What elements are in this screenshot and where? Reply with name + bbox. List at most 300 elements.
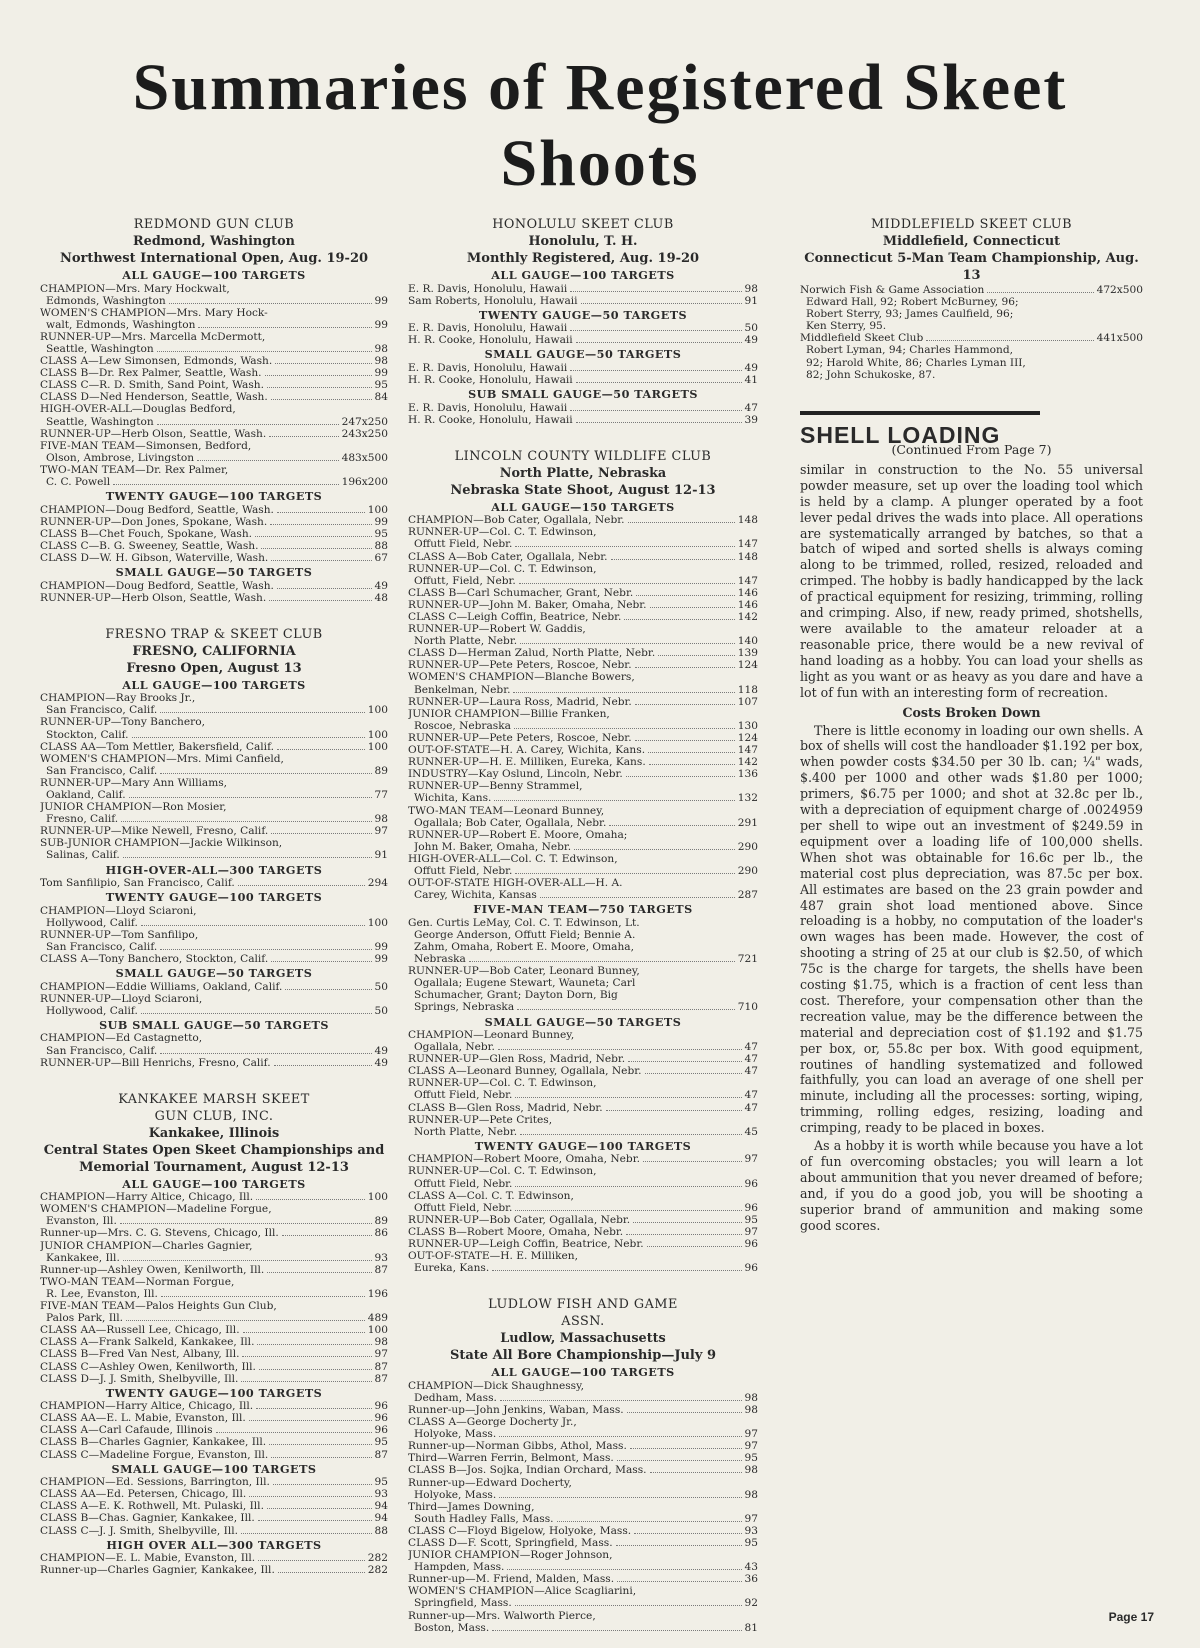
leader-dots xyxy=(514,728,735,729)
leader-dots xyxy=(160,712,365,713)
result-row xyxy=(408,322,758,334)
result-row xyxy=(40,941,388,953)
gauge-header: TWENTY GAUGE—50 TARGETS xyxy=(478,307,688,322)
result-score: 148 xyxy=(737,550,758,563)
result-score: 94 xyxy=(374,1512,388,1525)
result-name: Offutt Field, Nebr. xyxy=(414,538,513,551)
result-score: 99 xyxy=(374,953,388,966)
result-name: CHAMPION—E. L. Mabie, Evanston, Ill. xyxy=(40,1552,256,1565)
result-name: walt, Edmonds, Washington xyxy=(46,318,196,331)
result-row xyxy=(40,1512,388,1524)
leader-dots xyxy=(492,1270,741,1271)
result-score: 49 xyxy=(744,334,758,347)
gauge-header: HIGH-OVER-ALL—300 TARGETS xyxy=(105,862,323,877)
result-score: 91 xyxy=(744,294,758,307)
leader-dots xyxy=(616,1545,742,1546)
result-name: North Platte, Nebr. xyxy=(414,1125,518,1138)
result-score: 146 xyxy=(737,586,758,599)
result-name: RUNNER-UP—Herb Olson, Seattle, Wash. xyxy=(40,427,267,440)
club-name: REDMOND GUN CLUB xyxy=(133,217,295,232)
column-left xyxy=(40,216,388,1648)
leader-dots xyxy=(271,1457,371,1458)
result-name: Edmonds, Washington xyxy=(46,294,166,307)
leader-dots xyxy=(498,1049,742,1050)
result-score: 99 xyxy=(374,318,388,331)
result-name: CHAMPION—Ed Castagnetto, xyxy=(40,1032,203,1045)
result-score: 39 xyxy=(744,413,758,426)
leader-dots xyxy=(259,1369,372,1370)
leader-dots xyxy=(271,961,371,962)
result-name: RUNNER-UP—Col. C. T. Edwinson, xyxy=(408,526,597,539)
result-row xyxy=(40,516,388,528)
result-row xyxy=(40,1032,388,1044)
result-score: 489 xyxy=(367,1312,388,1325)
leader-dots xyxy=(282,1235,372,1236)
result-row xyxy=(40,552,388,564)
result-name: CHAMPION—Lloyd Sciaroni, xyxy=(40,904,197,917)
result-score: 247x250 xyxy=(341,415,388,428)
leader-dots xyxy=(257,1344,371,1345)
result-name: Runner-up—Edward Docherty, xyxy=(408,1476,572,1489)
result-row xyxy=(40,801,388,813)
result-name: RUNNER-UP—Col. C. T. Edwinson, xyxy=(408,1165,597,1178)
result-name: E. R. Davis, Honolulu, Hawaii xyxy=(408,282,568,295)
result-name: CHAMPION—Robert Moore, Omaha, Nebr. xyxy=(408,1153,640,1166)
result-score: 98 xyxy=(374,355,388,368)
result-row xyxy=(40,428,388,440)
result-row xyxy=(40,1300,388,1312)
result-row xyxy=(408,1585,758,1597)
result-score: 97 xyxy=(744,1428,758,1441)
leader-dots xyxy=(645,1073,742,1074)
result-name: RUNNER-UP—Mrs. Marcella McDermott, xyxy=(40,330,266,343)
result-score: 97 xyxy=(744,1440,758,1453)
result-score: 50 xyxy=(374,980,388,993)
result-row xyxy=(408,1029,758,1041)
result-row xyxy=(800,284,1143,296)
leader-dots xyxy=(256,1408,371,1409)
leader-dots xyxy=(113,484,338,485)
result-score: 93 xyxy=(374,1251,388,1264)
result-name: RUNNER-UP—Lloyd Sciaroni, xyxy=(40,992,203,1005)
leader-dots xyxy=(267,1272,371,1273)
result-score: 710 xyxy=(737,1001,758,1014)
result-score: 146 xyxy=(737,598,758,611)
result-row xyxy=(40,1057,388,1069)
gauge-header: SMALL GAUGE—100 TARGETS xyxy=(111,1461,317,1476)
leader-dots xyxy=(241,1381,371,1382)
result-name: WOMEN'S CHAMPION—Mrs. Mimi Canfield, xyxy=(40,752,284,765)
event-name: Nebraska State Shoot, August 12-13 xyxy=(450,482,716,498)
leader-dots xyxy=(649,764,735,765)
result-name: Holyoke, Mass. xyxy=(414,1428,497,1441)
leader-dots xyxy=(169,303,372,304)
result-name: RUNNER-UP—Pete Peters, Roscoe, Nebr. xyxy=(408,731,632,744)
gauge-header: TWENTY GAUGE—100 TARGETS xyxy=(105,1385,323,1400)
result-score: 282 xyxy=(367,1564,388,1577)
result-row xyxy=(408,865,758,877)
result-score: 100 xyxy=(367,728,388,741)
result-name: TWO-MAN TEAM—Leonard Bunney, xyxy=(408,804,605,817)
result-score: 50 xyxy=(744,322,758,335)
result-score: 96 xyxy=(744,1201,758,1214)
result-score: 196x200 xyxy=(341,476,388,488)
result-name: CLASS C—Leigh Coffin, Beatrice, Nebr. xyxy=(408,611,622,623)
result-score: 87 xyxy=(374,1360,388,1373)
result-name: H. R. Cooke, Honolulu, Hawaii xyxy=(408,334,573,347)
leader-dots xyxy=(540,897,735,898)
result-score: 87 xyxy=(374,1372,388,1385)
result-name: CHAMPION—Ray Brooks Jr., xyxy=(40,692,196,705)
result-name: RUNNER-UP—H. E. Milliken, Eureka, Kans. xyxy=(408,756,646,769)
result-score: 36 xyxy=(744,1573,758,1586)
club-location: FRESNO, CALIFORNIA xyxy=(132,643,296,659)
result-name: H. R. Cooke, Honolulu, Hawaii xyxy=(408,413,573,426)
leader-dots xyxy=(635,667,735,668)
leader-dots xyxy=(157,424,339,425)
result-score: 98 xyxy=(744,1391,758,1404)
result-row xyxy=(40,1400,388,1412)
result-score: 98 xyxy=(374,342,388,355)
result-name: Zahm, Omaha, Robert E. Moore, Omaha, xyxy=(414,940,634,953)
result-score: 91 xyxy=(374,849,388,862)
result-name: RUNNER-UP—Col. C. T. Edwinson, xyxy=(408,562,597,575)
result-score: 100 xyxy=(367,503,388,516)
gauge-header: ALL GAUGE—150 TARGETS xyxy=(491,499,675,514)
result-row xyxy=(408,1041,758,1053)
result-name: South Hadley Falls, Mass. xyxy=(414,1512,554,1525)
result-score: 124 xyxy=(737,659,758,672)
result-name: RUNNER-UP—Pete Crites, xyxy=(408,1113,553,1126)
result-row xyxy=(800,308,1143,320)
leader-dots xyxy=(499,1497,741,1498)
result-row xyxy=(408,977,758,989)
result-row xyxy=(40,1215,388,1227)
result-score: 48 xyxy=(374,591,388,604)
leader-dots xyxy=(570,330,741,331)
result-name: CLASS B—Dr. Rex Palmer, Seattle, Wash. xyxy=(40,367,262,380)
result-name: RUNNER-UP—Bob Cater, Ogallala, Nebr. xyxy=(408,1213,631,1226)
result-row xyxy=(40,741,388,753)
result-score: 45 xyxy=(744,1125,758,1138)
result-row xyxy=(40,283,388,295)
result-name: Runner-up—Mrs. C. G. Stevens, Chicago, Ill. xyxy=(40,1227,279,1240)
leader-dots xyxy=(198,327,371,328)
leader-dots xyxy=(267,1508,372,1509)
event-name: Northwest International Open, Aug. 19-20 xyxy=(59,251,369,266)
result-score: 87 xyxy=(374,1263,388,1276)
leader-dots xyxy=(515,873,734,874)
result-score: 140 xyxy=(737,635,758,648)
gauge-header: SUB SMALL GAUGE—50 TARGETS xyxy=(99,1017,329,1032)
result-score: 49 xyxy=(374,1044,388,1057)
result-name: Offutt Field, Nebr. xyxy=(414,1201,513,1214)
club-section xyxy=(40,1091,388,1577)
result-name: CLASS A—Tony Banchero, Stockton, Calif. xyxy=(40,953,269,966)
result-score: 47 xyxy=(744,1041,758,1054)
result-score: 147 xyxy=(737,538,758,551)
result-score: 282 xyxy=(367,1552,388,1565)
result-name: RUNNER-UP—Benny Strammel, xyxy=(408,780,583,793)
result-score: 142 xyxy=(737,756,758,769)
result-row xyxy=(408,599,758,611)
result-score: 94 xyxy=(374,1500,388,1513)
leader-dots xyxy=(197,460,338,461)
leader-dots xyxy=(238,885,365,886)
result-name: Boston, Mass. xyxy=(414,1621,490,1634)
leader-dots xyxy=(576,342,742,343)
result-name: Stockton, Calif. xyxy=(46,728,129,741)
result-name: CLASS AA—Russell Lee, Chicago, Ill. xyxy=(40,1324,240,1337)
result-name: Robert Lyman, 94; Charles Hammond, xyxy=(806,344,1014,357)
result-row xyxy=(40,1373,388,1385)
result-score: 721 xyxy=(737,953,758,966)
result-row xyxy=(408,1114,758,1126)
leader-dots xyxy=(570,370,741,371)
result-name: CLASS C—Madeline Forgue, Evanston, Ill. xyxy=(40,1448,269,1461)
result-score: 96 xyxy=(374,1412,388,1425)
result-name: FIVE-MAN TEAM—Simonsen, Bedford, xyxy=(40,439,252,452)
result-name: INDUSTRY—Kay Oslund, Lincoln, Nebr. xyxy=(408,768,623,781)
result-score: 136 xyxy=(737,768,758,781)
result-name: E. R. Davis, Honolulu, Hawaii xyxy=(408,361,568,374)
result-score: 96 xyxy=(744,1262,758,1275)
leader-dots xyxy=(469,961,735,962)
club-name: LUDLOW FISH AND GAME xyxy=(488,1297,678,1313)
result-row xyxy=(40,905,388,917)
result-name: San Francisco, Calif. xyxy=(46,1044,158,1057)
result-row xyxy=(408,1190,758,1202)
result-name: CLASS C—Ashley Owen, Kenilworth, Ill. xyxy=(40,1360,256,1373)
leader-dots xyxy=(241,1533,372,1534)
leader-dots xyxy=(647,1246,742,1247)
result-name: Wichita, Kans. xyxy=(414,792,492,805)
result-score: 93 xyxy=(374,1488,388,1501)
result-score: 98 xyxy=(744,1464,758,1477)
result-row xyxy=(40,1240,388,1252)
result-name: Seattle, Washington xyxy=(46,415,154,428)
result-name: R. Lee, Evanston, Ill. xyxy=(46,1287,158,1300)
result-name: CHAMPION—Eddie Williams, Oakland, Calif. xyxy=(40,980,283,993)
result-name: Roscoe, Nebraska xyxy=(414,719,511,732)
leader-dots xyxy=(285,989,371,990)
result-name: Runner-up—Charles Gagnier, Kankakee, Ill. xyxy=(40,1564,275,1577)
result-row xyxy=(800,320,1143,332)
result-score: 81 xyxy=(744,1621,758,1634)
result-name: CLASS B—Chet Fouch, Spokane, Wash. xyxy=(40,527,253,540)
gauge-header: TWENTY GAUGE—100 TARGETS xyxy=(105,890,323,905)
result-row xyxy=(800,344,1143,356)
result-row xyxy=(408,1440,758,1452)
result-name: JUNIOR CHAMPION—Roger Johnson, xyxy=(408,1549,613,1562)
result-name: RUNNER-UP—Col. C. T. Edwinson, xyxy=(408,1077,597,1090)
leader-dots xyxy=(258,1560,365,1561)
result-row xyxy=(40,837,388,849)
leader-dots xyxy=(258,1520,372,1521)
event-name: Fresno Open, August 13 xyxy=(126,660,302,676)
result-name: RUNNER-UP—Robert W. Gaddis, xyxy=(408,623,586,636)
result-name: OUT-OF-STATE—H. E. Milliken, xyxy=(408,1250,578,1263)
result-row xyxy=(408,362,758,374)
result-name: FIVE-MAN TEAM—Palos Heights Gun Club, xyxy=(40,1300,277,1313)
result-row xyxy=(40,1324,388,1336)
result-name: Hollywood, Calif. xyxy=(46,1004,138,1017)
leader-dots xyxy=(987,292,1093,293)
result-name: Runner-up—M. Friend, Malden, Mass. xyxy=(408,1573,615,1586)
article-paragraph: There is little economy in loading our own shells. A box of shells will cost the handloader $1.192 per box, when powder costs $34.50 per 30 lb. can; ¼" wads, $.400 per 1000 and other wads $1.80 per 1000; primers, $6.75 per 1000; and shot at 32.8c per lb., with a depreciation of equipment charge of .0024959 per shell to wipe out an investment of $249.59 in equipment over a loading life of 100,000 shells. When shot was obtainable for 16.6c per lb., the material cost plus depreciation, was 87.5c per box. All estimates are based on the 23 grain powder and 487 grain shot load mentioned above. Since reloading is a hobby, no computation of the loader's own wages has been made. However, the cost of shooting a string of 25 at our club is $2.50, of which 75c is the charge for targets, the shells have been costing $1.75, which is a fraction of cent less than cost. Therefore, your compensation other than the recreation value, may be the difference between the material and depreciation cost of $1.192 and $1.75 per box, or, 55.8c per box. With good equipment, routines of handling systematized and followed faithfully, you can load an average of one shell per minute, including all the processes: sorting, wiping, trimming, rolling edges, resizing, loading and crimping, ready to be placed in boxes. xyxy=(800,722,1143,1136)
result-name: CLASS A—E. K. Rothwell, Mt. Pulaski, Ill. xyxy=(40,1500,264,1513)
result-row xyxy=(408,514,758,526)
result-row xyxy=(408,1489,758,1501)
result-row xyxy=(408,720,758,732)
leader-dots xyxy=(617,1581,741,1582)
result-name: San Francisco, Calif. xyxy=(46,940,158,953)
leader-dots xyxy=(634,1533,741,1534)
page-title: Summaries of Registered Skeet Shoots xyxy=(132,51,1068,200)
result-name: George Anderson, Offutt Field; Bennie A. xyxy=(414,928,636,941)
result-row xyxy=(408,1537,758,1549)
result-name: 92; Harold White, 86; Charles Lyman III, xyxy=(806,356,1026,369)
result-row xyxy=(40,981,388,993)
article-paragraph: As a hobby it is worth while because you have a lot of fun overcoming obstacles; you will learn a lot about ammunition that you never dreamed of before; and, if you do a good job, you will be shooting a superior brand of ammunition and making some good scores. xyxy=(800,1138,1143,1233)
result-row xyxy=(40,355,388,367)
club-name: FRESNO TRAP & SKEET CLUB xyxy=(105,626,323,642)
result-name: Nebraska xyxy=(414,953,466,966)
leader-dots xyxy=(160,773,371,774)
result-name: Hollywood, Calif. xyxy=(46,916,138,929)
result-score: 49 xyxy=(744,361,758,374)
result-row xyxy=(408,805,758,817)
result-row xyxy=(408,1597,758,1609)
leader-dots xyxy=(141,1013,372,1014)
result-row xyxy=(40,1476,388,1488)
leader-dots xyxy=(270,524,371,525)
result-score: 95 xyxy=(374,379,388,392)
result-name: CLASS A—George Docherty Jr., xyxy=(408,1416,577,1429)
result-name: CLASS B—Glen Ross, Madrid, Nebr. xyxy=(408,1101,603,1114)
leader-dots xyxy=(576,422,742,423)
result-name: CLASS B—Robert Moore, Omaha, Nebr. xyxy=(408,1225,624,1238)
result-name: CLASS C—B. G. Sweeney, Seattle, Wash. xyxy=(40,539,259,552)
result-name: Eureka, Kans. xyxy=(414,1262,490,1275)
result-name: Fresno, Calif. xyxy=(46,813,119,826)
result-row xyxy=(40,1552,388,1564)
result-name: CLASS D—Ned Henderson, Seattle, Wash. xyxy=(40,391,268,404)
result-score: 96 xyxy=(374,1424,388,1437)
gauge-header: SMALL GAUGE—50 TARGETS xyxy=(484,1014,682,1029)
result-row xyxy=(408,792,758,804)
event-name: Connecticut 5-Man Team Championship, Aug. 13 xyxy=(804,251,1139,283)
leader-dots xyxy=(126,1320,365,1321)
result-name: OUT-OF-STATE HIGH-OVER-ALL—H. A. xyxy=(408,877,623,890)
result-name: CLASS D—Herman Zalud, North Platte, Nebr. xyxy=(408,647,656,660)
club-location: North Platte, Nebraska xyxy=(499,465,667,481)
leader-dots xyxy=(515,1210,741,1211)
result-score: 47 xyxy=(744,1053,758,1066)
result-row xyxy=(40,1045,388,1057)
leader-dots xyxy=(123,857,372,858)
result-row xyxy=(40,1488,388,1500)
result-row xyxy=(408,732,758,744)
leader-dots xyxy=(500,1400,742,1401)
result-score: 88 xyxy=(374,1524,388,1537)
club-section xyxy=(40,216,388,604)
leader-dots xyxy=(635,740,735,741)
result-name: WOMEN'S CHAMPION—Alice Scagliarini, xyxy=(408,1585,637,1598)
club-name: MIDDLEFIELD SKEET CLUB xyxy=(870,217,1072,232)
result-name: CHAMPION—Mrs. Mary Hockwalt, xyxy=(40,282,230,295)
result-name: Runner-up—Ashley Owen, Kenilworth, Ill. xyxy=(40,1263,265,1276)
result-score: 98 xyxy=(374,1336,388,1349)
leader-dots xyxy=(574,849,735,850)
result-row xyxy=(408,575,758,587)
article-subhead: Costs Broken Down xyxy=(902,704,1041,720)
result-name: WOMEN'S CHAMPION—Madeline Forgue, xyxy=(40,1203,272,1216)
leader-dots xyxy=(520,643,735,644)
leader-dots xyxy=(271,560,371,561)
result-score: 196 xyxy=(367,1287,388,1300)
result-row xyxy=(408,526,758,538)
result-score: 291 xyxy=(737,816,758,829)
leader-dots xyxy=(515,546,734,547)
leader-dots xyxy=(255,536,371,537)
result-name: TWO-MAN TEAM—Dr. Rex Palmer, xyxy=(40,463,229,476)
result-name: OUT-OF-STATE—H. A. Carey, Wichita, Kans. xyxy=(408,744,646,757)
result-row xyxy=(408,1477,758,1489)
result-row xyxy=(408,647,758,659)
result-score: 100 xyxy=(367,1191,388,1204)
leader-dots xyxy=(513,692,734,693)
leader-dots xyxy=(570,291,741,292)
result-name: Hampden, Mass. xyxy=(414,1561,505,1574)
result-score: 47 xyxy=(744,1089,758,1102)
result-row xyxy=(408,1077,758,1089)
result-name: RUNNER-UP—Herb Olson, Seattle, Wash. xyxy=(40,591,267,604)
result-score: 441x500 xyxy=(1096,332,1143,345)
result-name: Evanston, Ill. xyxy=(46,1215,117,1228)
result-score: 95 xyxy=(374,1476,388,1489)
result-name: HIGH-OVER-ALL—Douglas Bedford, xyxy=(40,403,236,416)
result-row xyxy=(408,744,758,756)
gauge-header: SMALL GAUGE—50 TARGETS xyxy=(115,966,313,981)
result-row xyxy=(40,849,388,861)
result-row xyxy=(40,1264,388,1276)
result-name: CLASS D—F. Scott, Springfield, Mass. xyxy=(408,1537,613,1549)
leader-dots xyxy=(648,752,735,753)
leader-dots xyxy=(650,1472,742,1473)
result-score: 98 xyxy=(744,1488,758,1501)
result-row xyxy=(40,440,388,452)
leader-dots xyxy=(269,600,371,601)
result-row xyxy=(408,551,758,563)
result-name: Oakland, Calif. xyxy=(46,789,126,801)
result-row xyxy=(800,332,1143,344)
leader-dots xyxy=(606,1110,742,1111)
result-row xyxy=(408,1178,758,1190)
event-name: Central States Open Skeet Championships and Memorial Tournament, August 12-13 xyxy=(43,1142,385,1175)
result-row xyxy=(408,877,758,889)
result-name: John M. Baker, Omaha, Nebr. xyxy=(414,840,572,853)
result-name: CLASS A—Bob Cater, Ogallala, Nebr. xyxy=(408,550,608,563)
leader-dots xyxy=(633,1222,741,1223)
result-row xyxy=(40,464,388,476)
result-row xyxy=(40,295,388,307)
result-row xyxy=(408,1561,758,1573)
result-row xyxy=(40,1336,388,1348)
gauge-header: SMALL GAUGE—50 TARGETS xyxy=(115,565,313,580)
result-name: Sam Roberts, Honolulu, Hawaii xyxy=(408,294,578,307)
result-score: 98 xyxy=(374,813,388,826)
